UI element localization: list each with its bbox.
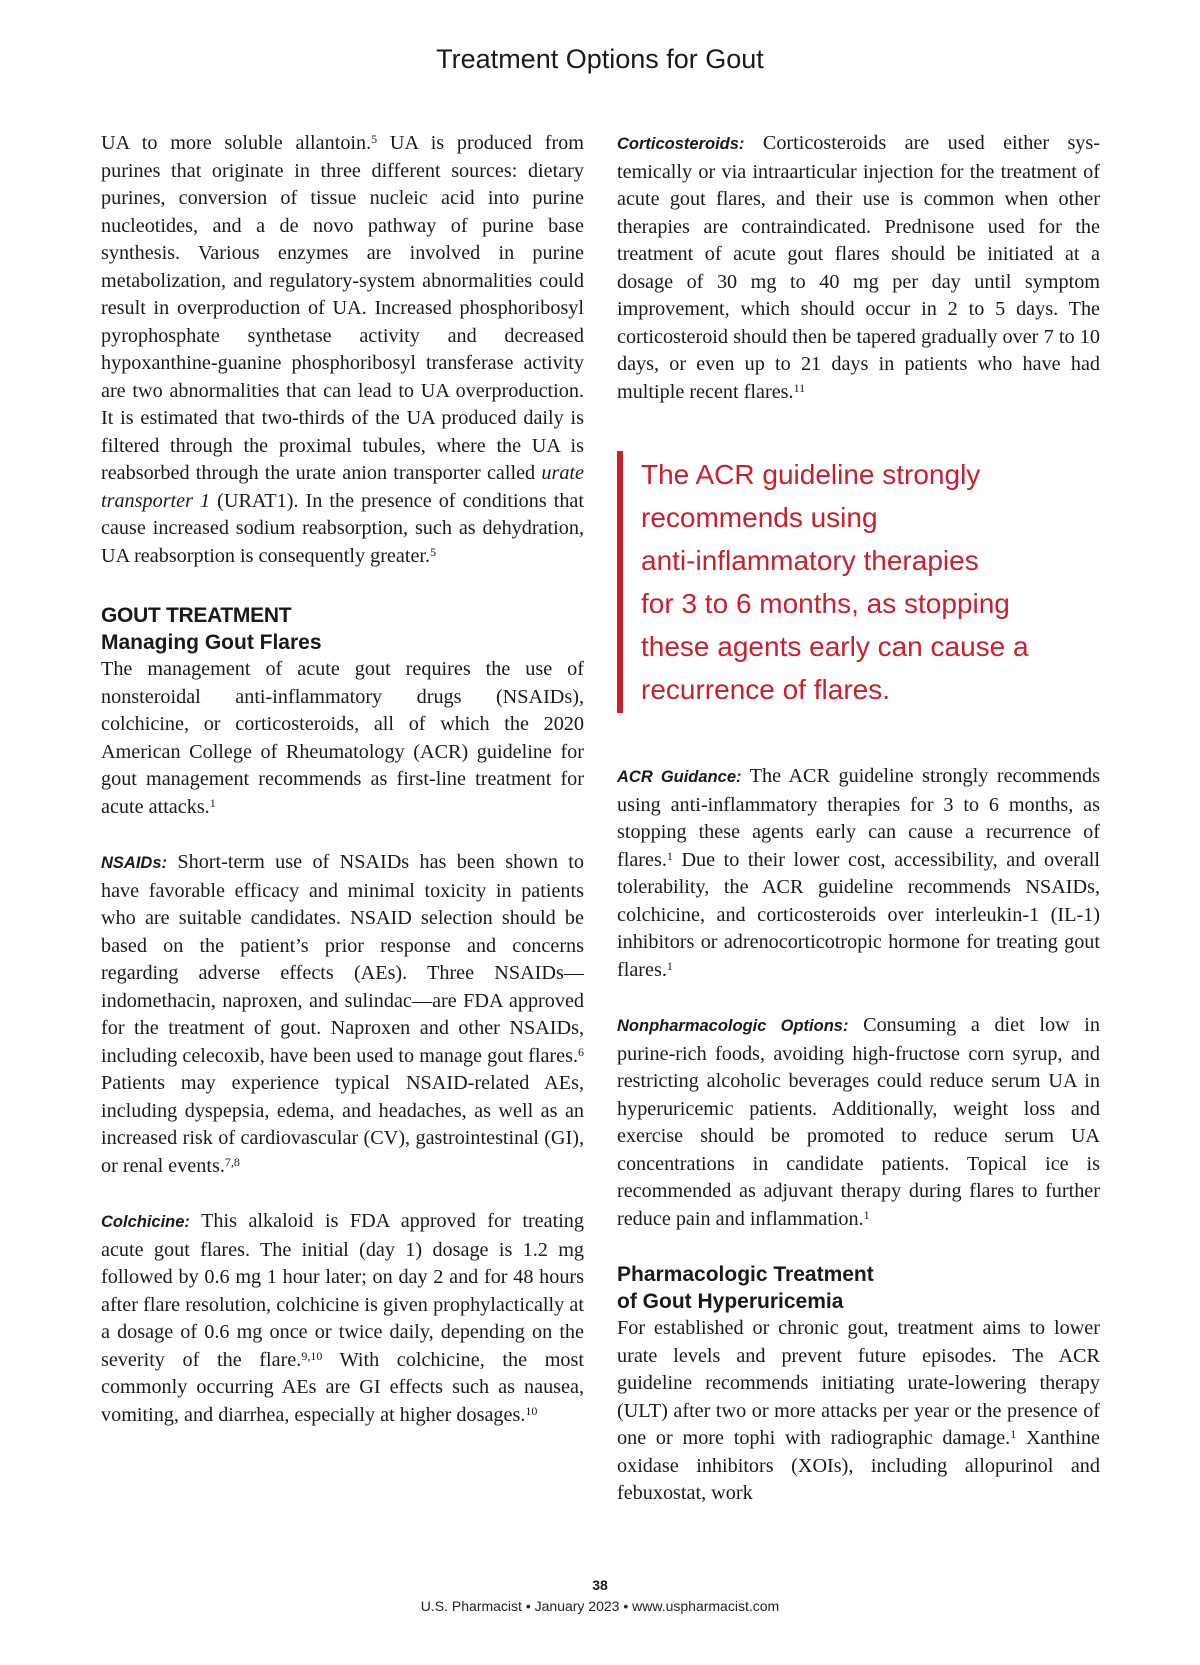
paragraph-lead: Corticosteroids: — [617, 135, 745, 153]
text-run: (URAT1). In the presence of conditions that cause increased sodium reabsorption, such as dehydration, UA reabsorption is consequently greater. — [101, 489, 584, 567]
acr-guidance-paragraph — [617, 763, 1100, 984]
pull-quote-text — [641, 453, 1100, 711]
paragraph-lead: Nonpharmacologic Options: — [617, 1017, 849, 1035]
right-column — [617, 130, 1100, 1508]
pull-quote-line: for 3 to 6 months, as stopping — [641, 588, 1010, 619]
left-column — [101, 130, 584, 1429]
paragraph-lead: ACR Guidance: — [617, 768, 742, 786]
text-run: For established or chronic gout, treatment aims to lower urate levels and prevent future episodes. The ACR guideline recommends initiating urate-lowering therapy (ULT) after two or more attacks per year or the presence of one or more tophi with radiographic damage. — [617, 1317, 1100, 1449]
nonpharmacologic-paragraph — [617, 1012, 1100, 1233]
reference-marker: 7,8 — [224, 1154, 240, 1169]
text-run: With colchicine, the most commonly occurring AEs are GI effects such as nausea, vomiting, and diarrhea, especially at higher dosages. — [101, 1348, 584, 1426]
text-run: UA to more soluble allantoin. — [101, 132, 372, 154]
corticosteroids-paragraph — [617, 130, 1100, 406]
text-run: Due to their lower cost, accessibility, and overall tolerability, the ACR guideline recommends NSAIDs, colchicine, and corticosteroids over interleukin-1 (IL-1) inhibitors or adrenocorticotropic hormone for treating gout flares. — [617, 848, 1100, 981]
management-paragraph — [101, 656, 584, 821]
reference-marker: 9,10 — [301, 1348, 323, 1363]
paragraph-lead: NSAIDs: — [101, 854, 168, 872]
reference-marker: 1 — [666, 848, 673, 863]
reference-marker: 6 — [578, 1044, 584, 1059]
reference-marker: 5 — [371, 132, 378, 146]
reference-marker: 1 — [1010, 1427, 1017, 1441]
nsaids-paragraph — [101, 849, 584, 1180]
reference-marker: 5 — [430, 544, 437, 559]
colchicine-paragraph — [101, 1208, 584, 1429]
subheading-line: of Gout Hyperuricemia — [617, 1290, 844, 1313]
text-run: The ACR guideline strongly recommends using anti-inflammatory therapies for 3 to 6 months, as stopping these agents early can cause a recurrence of flares. — [617, 765, 1100, 871]
pull-quote-line: recurrence of flares. — [641, 674, 890, 705]
text-run: This alkaloid is FDA approved for treating acute gout flares. The initial (day 1) dosage is 1.2 mg followed by 0.6 mg 1 hour later; on day 2 and for 48 hours after flare resolution, colchicine is given prophylactically at a dosage of 0.6 mg once or twice daily, depending on the severity of the flare. — [101, 1210, 584, 1371]
pull-quote-line: these agents early can cause a — [641, 631, 1029, 662]
subheading — [617, 1261, 1100, 1315]
section-heading: GOUT TREATMENT — [101, 604, 292, 627]
text-run: The management of acute gout requires the use of nonsteroidal anti-inflammatory drugs (NSAIDs), colchicine, or corticosteroids, all of which the 2020 American College of Rheumatology (ACR) guideline for gout management recommends as first-line treatment for acute attacks. — [101, 658, 584, 818]
reference-marker: 1 — [209, 795, 216, 810]
reference-marker: 10 — [525, 1403, 538, 1418]
running-title: Treatment Options for Gout — [436, 44, 764, 74]
text-run: Short-term use of NSAIDs has been shown to have favorable efficacy and minimal toxicity in patients who are suitable candidates. NSAID selection should be based on the patient’s prior response and concerns regarding adverse effects (AEs). Three NSAIDs—indomethacin, naproxen, and sulindac—are FDA approved for the treatment of gout. Naproxen and other NSAIDs, including celecoxib, have been used to manage gout flares. — [101, 851, 584, 1067]
subheading: Managing Gout Flares — [101, 631, 322, 654]
pull-quote-line: recommends using — [641, 502, 878, 533]
reference-marker: 1 — [666, 958, 673, 973]
paragraph-lead: Colchicine: — [101, 1213, 190, 1231]
hyperuricemia-paragraph — [617, 1315, 1100, 1508]
intro-paragraph — [101, 130, 584, 570]
reference-marker: 11 — [793, 380, 806, 395]
text-run: Corticosteroids are used either systemically or via intraarticular injection for the treatment of acute gout flares, and their use is common when other therapies are contraindicated. Prednisone used for the treatment of acute gout flares should be initiated at a dosage of 30 mg to 40 mg per day until symptom improvement, which should occur in 2 to 5 days. The corticosteroid should then be tapered gradually over 7 to 10 days, or even up to 21 days in patients who have had multiple recent flares. — [617, 132, 1100, 403]
text-run: Patients may experience typical NSAID-related AEs, including dyspepsia, edema, and headaches, as well as an increased risk of cardiovascular (CV), gastrointestinal (GI), or renal events. — [101, 1072, 584, 1177]
reference-marker: 1 — [863, 1207, 870, 1222]
pull-quote-line: The ACR guideline strongly — [641, 459, 981, 490]
text-run: Consuming a diet low in purine-rich foods, avoiding high-fructose corn syrup, and restricting alcoholic beverages could reduce serum UA in hyperuricemic patients. Additionally, weight loss and exercise should be promoted to reduce serum UA concentrations in candidate patients. Topical ice is recommended as adjuvant therapy during flares to further reduce pain and inflammation. — [617, 1014, 1100, 1230]
italic-term: urate transporter 1 — [101, 462, 584, 512]
subheading-line: Pharmacologic Treatment — [617, 1263, 874, 1286]
text-run: Xanthine oxidase inhibitors (XOIs), including allopurinol and febuxostat, work — [617, 1427, 1100, 1504]
page-number: 38 — [592, 1577, 608, 1593]
publication-line: U.S. Pharmacist • January 2023 • www.uspharmacist.com — [420, 1598, 780, 1614]
text-run: UA is produced from purines that originate in three different sources: dietary purines, conversion of tissue nucleic acid into purine nucleotides, and a de novo pathway of purine base synthesis. Various enzymes are involved in purine metabolization, and regulatory-system abnormalities could result in overproduction of UA. Increased phosphoribosyl pyrophosphate synthetase activity and decreased hypoxanthine-guanine phosphoribosyl transferase activity are two abnormalities that can lead to UA overproduction. It is estimated that two-thirds of the UA produced daily is filtered through the proximal tubules, where the UA is reabsorbed through the urate anion transporter called — [101, 132, 584, 484]
pull-quote — [617, 451, 1100, 713]
pull-quote-line: anti-inflammatory therapies — [641, 545, 979, 576]
